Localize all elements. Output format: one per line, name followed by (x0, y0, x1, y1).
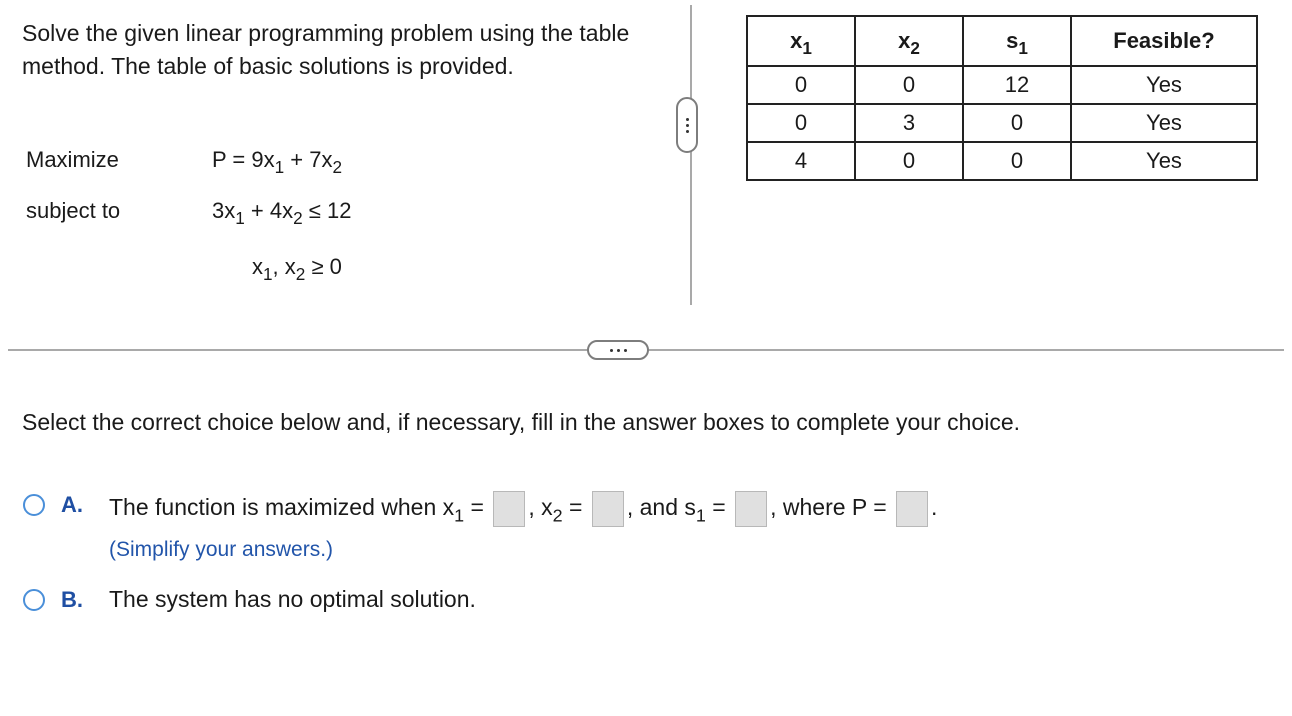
s1-answer-input[interactable] (735, 491, 767, 527)
p-answer-input[interactable] (896, 491, 928, 527)
choice-b-text: The system has no optimal solution. (109, 586, 476, 612)
subject-to-label: subject to (26, 198, 121, 223)
choice-b-radio[interactable] (23, 589, 45, 611)
vertical-divider (690, 5, 692, 305)
header-x1: $x_1$ (747, 16, 855, 66)
choice-a-radio[interactable] (23, 494, 45, 516)
table-header-row (747, 16, 1257, 66)
table-cell: 0 (963, 142, 1071, 180)
table-cell: 0 (963, 104, 1071, 142)
table-cell: 0 (855, 66, 963, 104)
table-row (747, 142, 1257, 180)
choice-a-letter: A. (61, 492, 83, 517)
x2-answer-input[interactable] (592, 491, 624, 527)
constraint-1: $3x_1 + 4x_2 \le 12$ (212, 198, 352, 228)
table-cell: Yes (1071, 104, 1257, 142)
header-s1: $s_1$ (963, 16, 1071, 66)
table-cell: 0 (747, 104, 855, 142)
problem-intro: Solve the given linear programming problem using the table method. The table of basic solutions is provided. (22, 20, 630, 79)
table-row (747, 66, 1257, 104)
maximize-label: Maximize (26, 147, 119, 172)
ellipsis-vertical-icon[interactable] (676, 97, 698, 153)
table-cell: 12 (963, 66, 1071, 104)
basic-solutions-table (746, 15, 1258, 181)
ellipsis-horizontal-icon[interactable] (587, 340, 649, 360)
nonnegativity-constraint: $x_1$, $x_2 \ge 0$ (252, 254, 342, 284)
table-row (747, 104, 1257, 142)
table-cell: 0 (855, 142, 963, 180)
table-cell: 0 (747, 66, 855, 104)
table-cell: Yes (1071, 142, 1257, 180)
instruction-text: Select the correct choice below and, if necessary, fill in the answer boxes to complete your choice. (22, 409, 1021, 435)
table-cell: 4 (747, 142, 855, 180)
table-cell: 3 (855, 104, 963, 142)
objective-function: $P = 9x_1 + 7x_2$ (212, 147, 342, 177)
header-x2: $x_2$ (855, 16, 963, 66)
choice-a-text: The function is maximized when $x_1$ = , $x_2$ = , and $s_1$ = , where P = . (109, 487, 937, 527)
simplify-hint: (Simplify your answers.) (109, 538, 334, 561)
choice-b-letter: B. (61, 587, 83, 612)
header-feasible: Feasible? (1071, 16, 1257, 66)
table-cell: Yes (1071, 66, 1257, 104)
x1-answer-input[interactable] (493, 491, 525, 527)
